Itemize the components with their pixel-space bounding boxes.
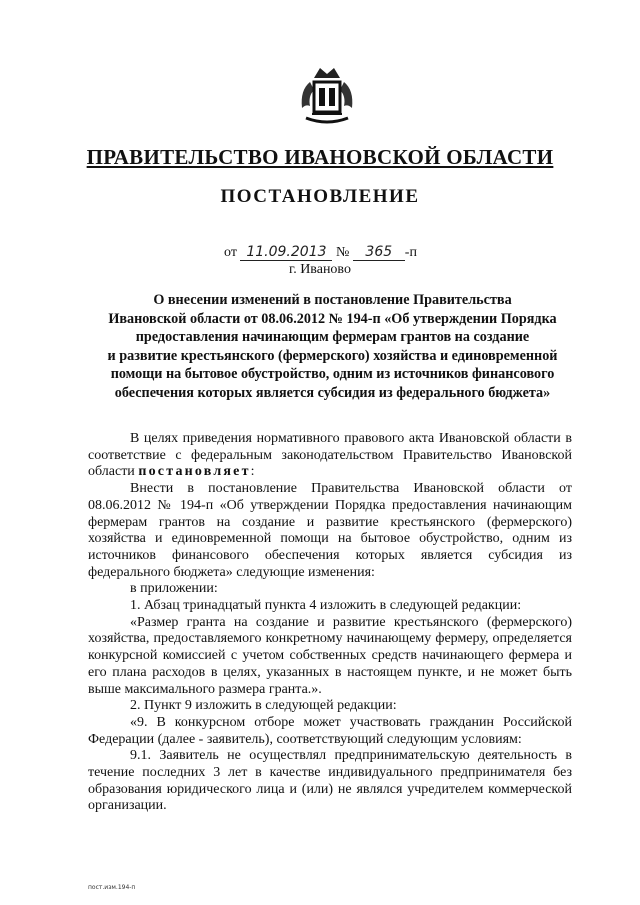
title-line: обеспечения которых является субсидия из федерального бюджета» <box>114 384 551 401</box>
coat-of-arms-emblem <box>292 60 362 130</box>
title-line: и развитие крестьянского (фермерского) хозяйства и единовременной <box>107 347 558 364</box>
file-reference: пост.изм.194-п <box>88 884 136 891</box>
paragraph: в приложении: <box>130 581 218 597</box>
paragraph-end: : <box>250 464 255 480</box>
title-line: предоставления начинающим фермерам грантов на создание <box>135 329 530 346</box>
paragraph: 9.1. Заявитель не осуществлял предпринимательскую деятельность в течение последних 3 лет в качестве индивидуального предпринимателя без образования юридического лица и (или) не являлся учредителем коммерческой организации. <box>88 748 572 814</box>
paragraph: «9. В конкурсном отборе может участвовать гражданин Российской Федерации (далее - заявитель), соответствующий следующим условиям: <box>88 714 572 747</box>
paragraph <box>88 431 572 481</box>
date-prefix: от <box>224 245 237 260</box>
paragraph: Внести в постановление Правительства Ивановской области от 08.06.2012 № 194-п «Об утверждении Порядка предоставления начинающим фермерам грантов на создание и развитие крестьянского (фермерского) хозяйства и единовременной помощи на бытовое обустройство, одним из источников финансового обеспечения которых является субсидия из федерального бюджета» следующие изменения: <box>88 481 572 580</box>
paragraph: 2. Пункт 9 изложить в следующей редакции: <box>130 698 397 714</box>
resolve-word: постановляет <box>138 464 251 480</box>
document-title <box>95 291 570 403</box>
number-suffix: -п <box>404 245 417 260</box>
city: г. Иваново <box>289 262 351 277</box>
organization-title: ПРАВИТЕЛЬСТВО ИВАНОВСКОЙ ОБЛАСТИ <box>86 145 554 169</box>
title-line: помощи на бытовое обустройство, одним из источников финансового <box>110 366 555 383</box>
paragraph: 1. Абзац тринадцатый пункта 4 изложить в следующей редакции: <box>130 598 522 614</box>
paragraph: «Размер гранта на создание и развитие крестьянского (фермерского) хозяйства, предоставляемого конкретному начинающему фермеру, определяется конкурсной комиссией с учетом собственных средств начинающего фермера и его плана расходов в целях, указанных в настоящем пункте, и не может быть выше максимального размера гранта.». <box>88 614 572 697</box>
document-date-number <box>224 244 417 261</box>
date-value: 11.09.2013 <box>240 244 332 261</box>
title-line: О внесении изменений в постановление Правительства <box>153 292 512 308</box>
document-type: ПОСТАНОВЛЕНИЕ <box>220 186 420 207</box>
number-value: 365 <box>353 244 405 261</box>
number-label: № <box>335 245 350 260</box>
paragraph-text: В целях приведения нормативного правового акта Ивановской области в соответствие с федеральным законодательством Правительство Ивановской области <box>88 431 572 480</box>
document-body <box>88 431 572 815</box>
title-line: Ивановской области от 08.06.2012 № 194-п «Об утверждении Порядка <box>108 310 557 327</box>
